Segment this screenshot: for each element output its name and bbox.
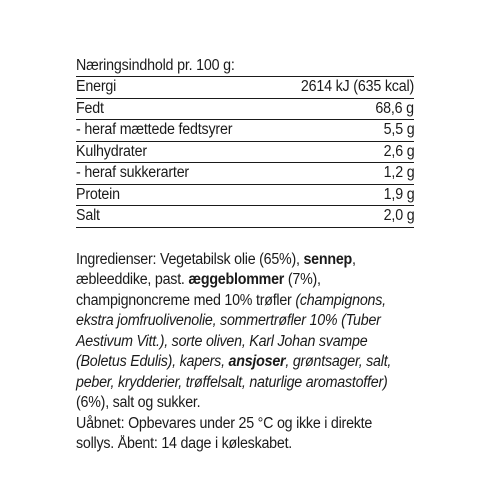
nutrient-value: 1,2 g (383, 164, 414, 182)
nutrient-name: Protein (76, 185, 120, 203)
italic-segment: (champignons, (295, 291, 386, 309)
storage-line (76, 434, 387, 455)
nutrition-row (76, 99, 414, 121)
italic-segment: , grøntsager, salt, (285, 353, 392, 370)
nutrient-value: 1,9 g (383, 185, 414, 203)
nutrition-row (76, 206, 414, 228)
text-segment: (6%), salt og sukker. (76, 394, 201, 411)
storage-line (76, 414, 387, 435)
italic-segment: ekstra jomfruolivenolie, sommertrøfler 10% (Tuber (76, 312, 381, 329)
ingredients-line (76, 291, 387, 312)
nutrient-name: Fedt (76, 99, 104, 117)
ingredients-text (76, 250, 414, 455)
nutrient-value: 2,0 g (383, 207, 414, 225)
nutrition-table (76, 76, 414, 228)
nutrient-name: Salt (76, 207, 100, 225)
text-segment: champignoncreme med 10% trøfler (76, 291, 296, 309)
text-segment: Uåbnet: Opbevares under 25 °C og ikke i direkte (76, 414, 373, 432)
nutrition-label (76, 56, 416, 455)
nutrient-name: Kulhydrater (76, 142, 147, 160)
italic-segment: peber, krydderier, trøffelsalt, naturlige aromastoffer) (76, 373, 388, 391)
nutrient-name: - heraf mættede fedtsyrer (76, 121, 233, 139)
ingredients-line (76, 332, 387, 353)
nutrient-name: Energi (76, 78, 117, 96)
italic-segment: Aestivum Vitt.), sorte oliven, Karl Johan svampe (76, 332, 368, 350)
allergen-ansjoser: ansjoser (228, 353, 286, 370)
nutrition-row (76, 120, 414, 142)
ingredients-line (76, 393, 387, 414)
nutrition-row (76, 163, 414, 185)
text-segment: æbleeddike, past. (76, 271, 189, 288)
nutrition-row (76, 77, 414, 99)
ingredients-line (76, 270, 387, 291)
ingredients-line (76, 250, 387, 271)
text-segment: Ingredienser: Vegetabilsk olie (65%), (76, 250, 304, 268)
text-segment: sollys. Åbent: 14 dage i køleskabet. (76, 435, 293, 452)
nutrient-name: - heraf sukkerarter (76, 164, 190, 182)
ingredients-line (76, 311, 387, 332)
nutrient-value: 2614 kJ (635 kcal) (300, 78, 414, 96)
nutrition-row (76, 142, 414, 164)
text-segment: (7%), (284, 271, 321, 288)
text-segment: , (352, 250, 356, 268)
nutrition-row (76, 185, 414, 207)
nutrition-heading: Næringsindhold pr. 100 g: (76, 57, 235, 74)
allergen-aeggeblommer: æggeblommer (188, 271, 285, 288)
nutrient-value: 68,6 g (375, 99, 414, 117)
nutrient-value: 2,6 g (383, 142, 414, 160)
nutrient-value: 5,5 g (383, 121, 414, 139)
allergen-sennep: sennep (303, 250, 353, 268)
ingredients-line (76, 352, 392, 373)
ingredients-line (76, 373, 387, 394)
italic-segment: (Boletus Edulis), kapers, (76, 353, 229, 370)
